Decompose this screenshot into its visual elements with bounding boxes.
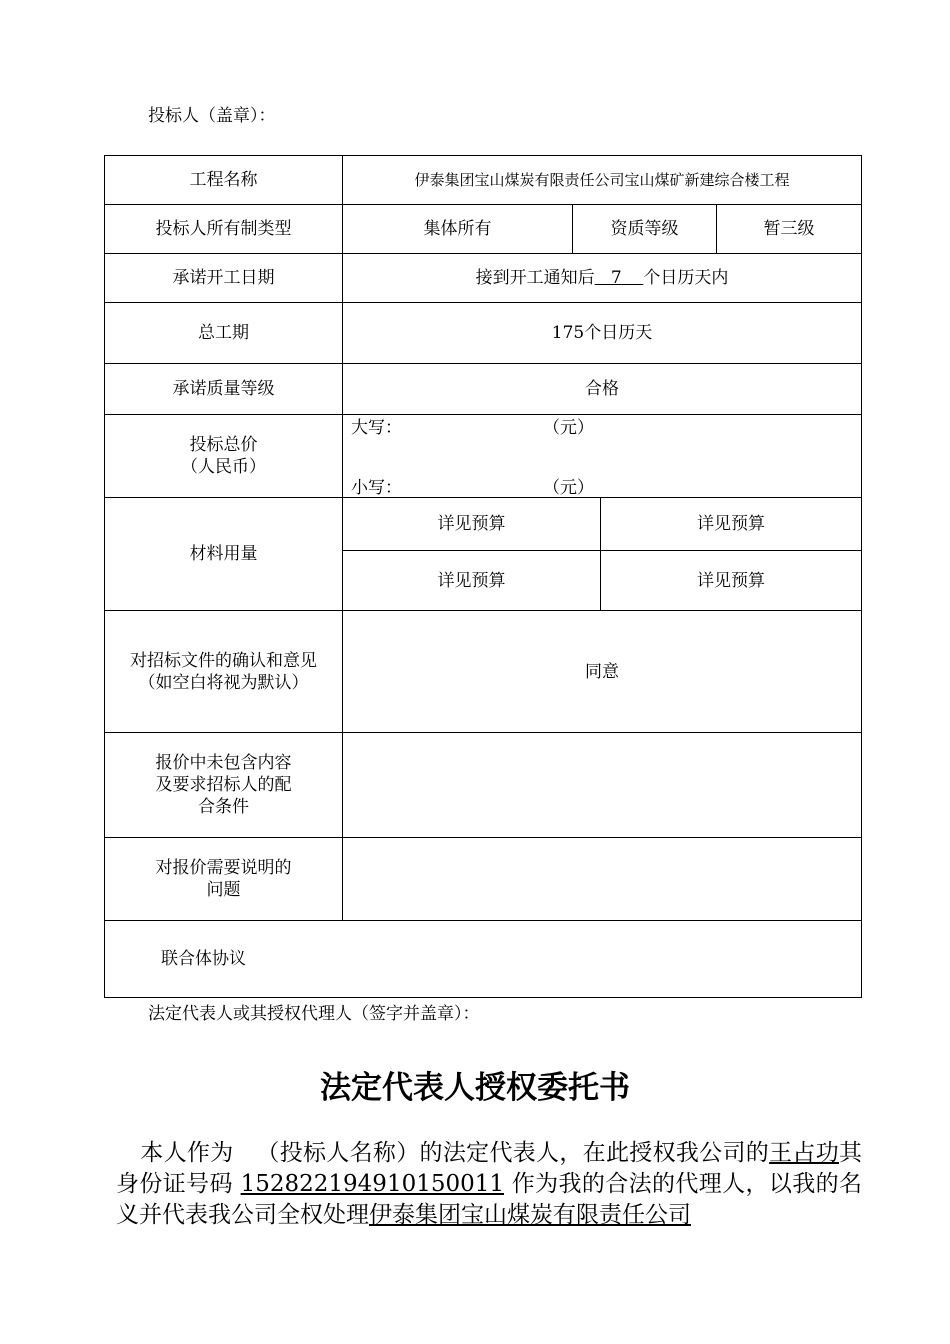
row-excluded-content <box>105 733 862 838</box>
row-project-name <box>105 156 862 205</box>
authorization-title: 法定代表人授权委托书 <box>320 1070 630 1106</box>
material-cell: 详见预算 <box>343 551 601 611</box>
auth-text-1: 本人作为 <box>140 1140 234 1166</box>
row-duration <box>105 303 862 364</box>
row-start-date <box>105 254 862 303</box>
excluded-content-label <box>105 733 343 838</box>
authorization-paragraph <box>116 1138 862 1231</box>
legal-rep-signature-label: 法定代表人或其授权代理人（签字并盖章）： <box>148 1004 480 1024</box>
confirmation-label <box>105 611 343 733</box>
explain-label-line1: 对报价需要说明的 <box>155 858 292 878</box>
material-cell: 详见预算 <box>601 551 862 611</box>
price-explanation-value <box>343 838 862 921</box>
excluded-label-line3: 合条件 <box>198 797 249 817</box>
row-price-explanation <box>105 838 862 921</box>
confirmation-value: 同意 <box>343 611 862 733</box>
row-consortium <box>105 921 862 998</box>
bid-form-table <box>104 155 862 998</box>
ownership-label: 投标人所有制类型 <box>105 205 343 254</box>
confirmation-label-line1: 对招标文件的确认和意见 <box>130 650 317 671</box>
material-cell: 详见预算 <box>601 498 862 551</box>
start-date-label: 承诺开工日期 <box>105 254 343 303</box>
row-quality <box>105 364 862 415</box>
row-material-1 <box>105 498 862 551</box>
auth-text-4: 作为我的合法的代理人，以我的名义并代表我公司全权处理 <box>116 1171 863 1228</box>
start-date-value <box>343 254 862 303</box>
agent-name: 王占功 <box>769 1140 840 1166</box>
row-ownership <box>105 205 862 254</box>
company-name: 伊泰集团宝山煤炭有限责任公司 <box>369 1202 691 1228</box>
bid-price-label-line1: 投标总价 <box>189 435 258 455</box>
row-confirmation <box>105 611 862 733</box>
price-lower-label: 小写： <box>351 478 402 498</box>
quality-value: 合格 <box>343 364 862 415</box>
excluded-label-line2: 及要求招标人的配 <box>155 775 292 795</box>
bid-price-value <box>343 415 862 498</box>
start-date-prefix: 接到开工通知后 <box>475 268 595 288</box>
price-explanation-label <box>105 838 343 921</box>
ownership-value: 集体所有 <box>343 205 573 254</box>
row-bid-price <box>105 415 862 498</box>
project-name-value: 伊泰集团宝山煤炭有限责任公司宝山煤矿新建综合楼工程 <box>343 156 862 205</box>
excluded-content-value <box>343 733 862 838</box>
confirmation-label-line2: （如空白将视为默认） <box>138 672 309 693</box>
material-cell: 详见预算 <box>343 498 601 551</box>
excluded-label-line1: 报价中未包含内容 <box>155 753 292 773</box>
start-date-suffix: 个日历天内 <box>643 268 729 288</box>
auth-text-3: 其身份证号码 <box>116 1140 863 1197</box>
qualification-label: 资质等级 <box>573 205 717 254</box>
material-label: 材料用量 <box>105 498 343 611</box>
auth-text-2: （投标人名称）的法定代表人，在此授权我公司的 <box>256 1140 770 1166</box>
project-name-label: 工程名称 <box>105 156 343 205</box>
price-upper-unit: （元） <box>543 418 594 438</box>
consortium-label: 联合体协议 <box>105 921 862 998</box>
start-date-days: 7 <box>610 268 622 288</box>
duration-label: 总工期 <box>105 303 343 364</box>
qualification-value: 暂三级 <box>717 205 862 254</box>
agent-id-number: 152822194910150011 <box>240 1171 505 1197</box>
explain-label-line2: 问题 <box>206 880 241 900</box>
quality-label: 承诺质量等级 <box>105 364 343 415</box>
duration-value: 175个日历天 <box>343 303 862 364</box>
bid-price-label-line2: （人民币） <box>181 457 266 477</box>
price-upper-label: 大写： <box>351 418 402 438</box>
bidder-seal-label: 投标人（盖章）： <box>148 106 276 126</box>
bid-price-label <box>105 415 343 498</box>
price-lower-unit: （元） <box>543 478 594 498</box>
